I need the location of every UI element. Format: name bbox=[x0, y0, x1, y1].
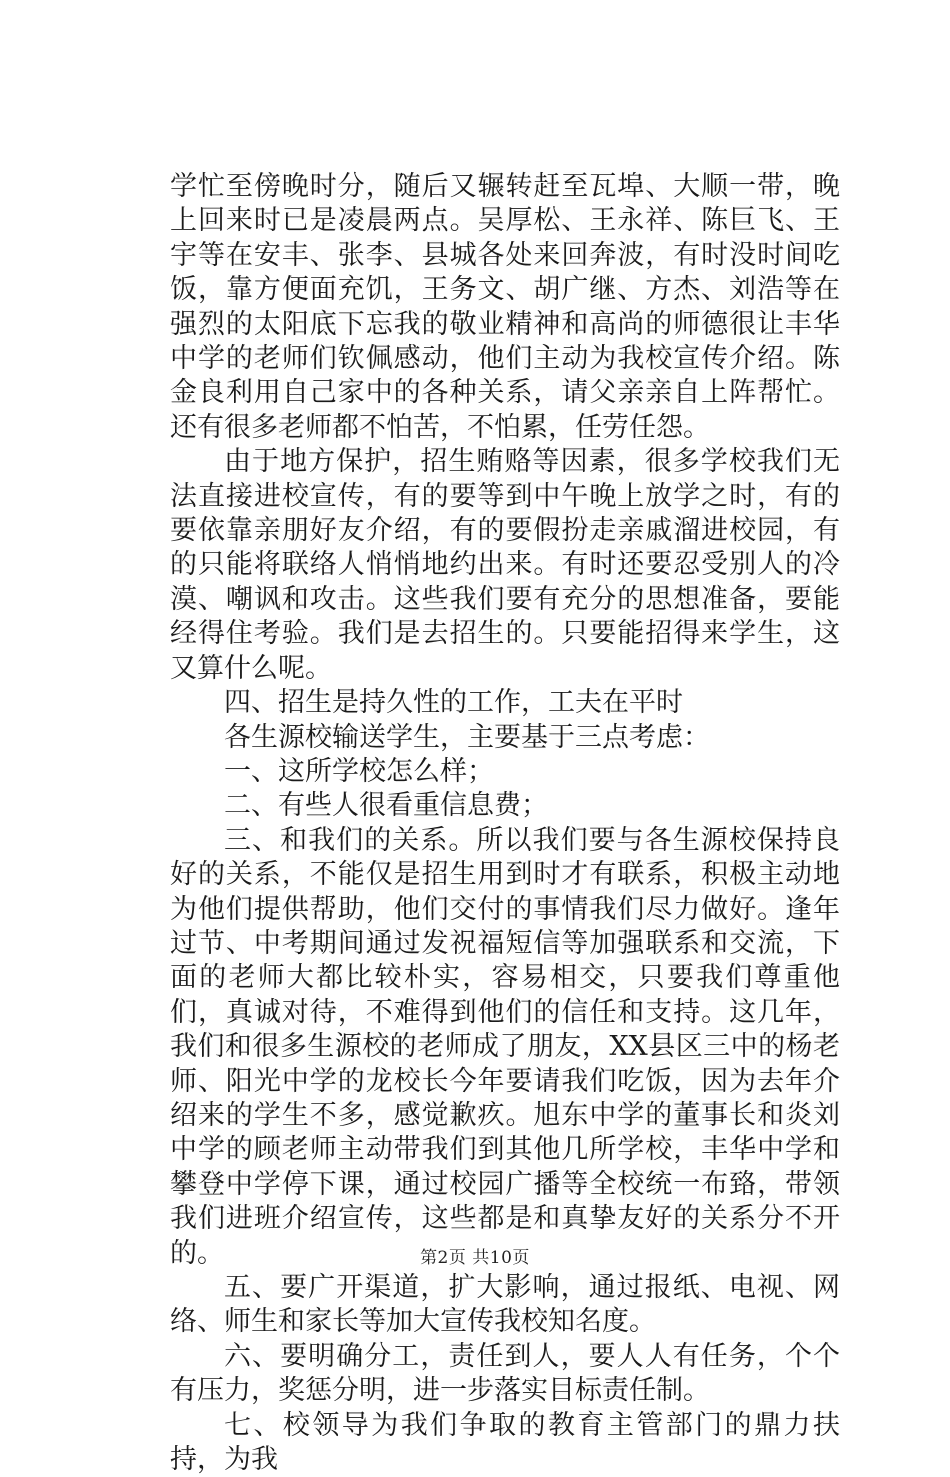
section-heading: 五、要广开渠道，扩大影响，通过报纸、电视、网络、师生和家长等加大宣传我校知名度。 bbox=[170, 1272, 840, 1338]
list-item: 二、有些人很看重信息费； bbox=[224, 790, 548, 822]
list-item: 三、和我们的关系。所以我们要与各生源校保持良好的关系，不能仅是招生用到时才有联系，积极主动地为他们提供帮助，他们交付的事情我们尽力做好。逢年过节、中考期间通过发祝福短信等加强联系和交流，下面的老师大都比较朴实，容易相交，只要我们尊重他们，真诚对待，不难得到他们的信任和支持。这几年，我们和很多生源校的老师成了朋友，XX县区三中的杨老师、阳光中学的龙校长今年要请我们吃饭，因为去年介绍来的学生不多，感觉歉疚。旭东中学的董事长和炎刘中学的顾老师主动带我们到其他几所学校，丰华中学和攀登中学停下课，通过校园广播等全校统一布臵，带领我们进班介绍宣传，这些都是和真挚友好的关系分不开的。 bbox=[170, 824, 840, 1269]
paragraph-continuation: 学忙至傍晚时分，随后又辗转赶至瓦埠、大顺一带，晚上回来时已是凌晨两点。吴厚松、王永祥、陈巨飞、王宇等在安丰、张李、县城各处来回奔波，有时没时间吃饭，靠方便面充饥，王务文、胡广继、方杰、刘浩等在强烈的太阳底下忘我的敬业精神和高尚的师德很让丰华中学的老师们钦佩感动，他们主动为我校宣传介绍。陈金良利用自己家中的各种关系，请父亲亲自上阵帮忙。还有很多老师都不怕苦，不怕累，任劳任怨。 bbox=[170, 171, 840, 443]
paragraph: 各生源校输送学生，主要基于三点考虑： bbox=[224, 721, 710, 753]
document-body bbox=[170, 170, 840, 1477]
section-heading: 四、招生是持久性的工作，工夫在平时 bbox=[224, 687, 683, 719]
paragraph: 由于地方保护，招生贿赂等因素，很多学校我们无法直接进校宣传，有的要等到中午晚上放学之时，有的要依靠亲朋好友介绍，有的要假扮走亲戚溜进校园，有的只能将联络人悄悄地约出来。有时还要忍受别人的冷漠、嘲讽和攻击。这些我们要有充分的思想准备，要能经得住考验。我们是去招生的。只要能招得来学生，这又算什么呢。 bbox=[170, 446, 840, 684]
section-heading: 六、要明确分工，责任到人，要人人有任务，个个有压力，奖惩分明，进一步落实目标责任制。 bbox=[170, 1340, 840, 1407]
page-number-footer: 第2页 共10页 bbox=[420, 1248, 530, 1268]
list-item: 一、这所学校怎么样； bbox=[224, 755, 494, 787]
section-heading: 七、校领导为我们争取的教育主管部门的鼎力扶持，为我 bbox=[170, 1409, 840, 1476]
